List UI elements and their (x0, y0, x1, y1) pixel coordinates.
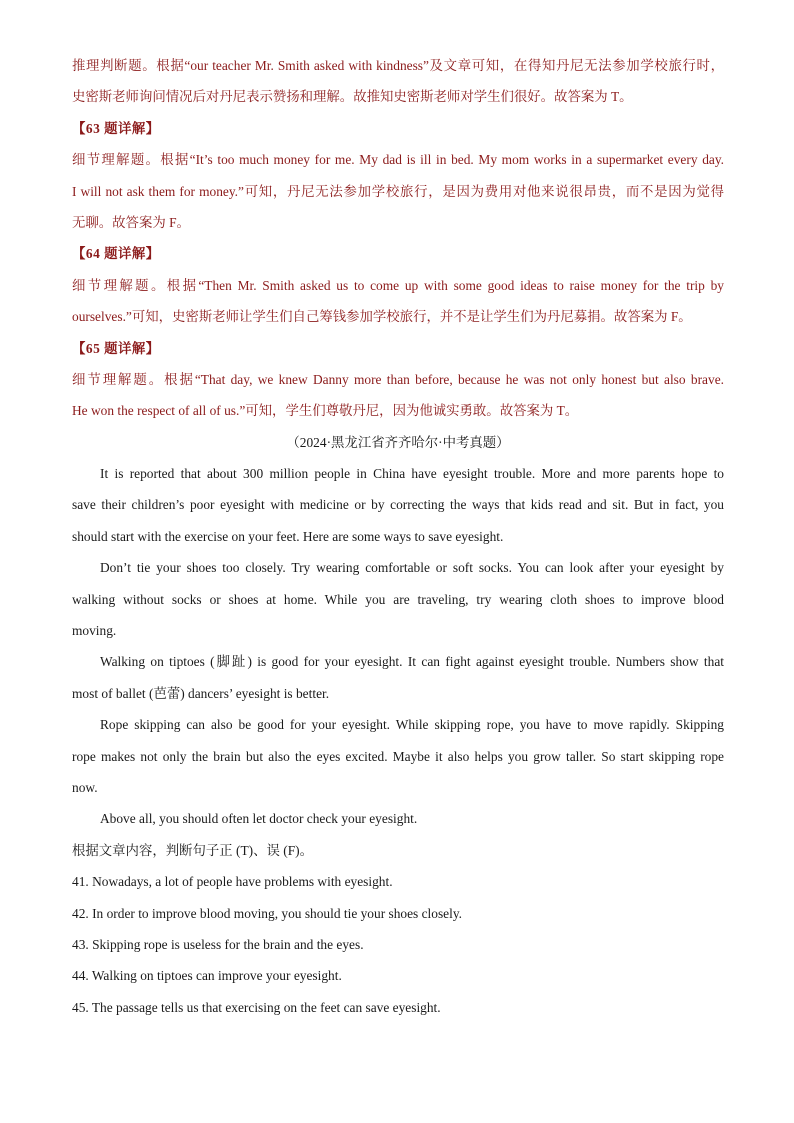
passage-p1-line-3: should start with the exercise on your feet. Here are some ways to save eyesight. (72, 528, 504, 544)
source-line: （2024·黑龙江省齐齐哈尔·中考真题） (286, 434, 510, 450)
passage-p3-line-1: Walking on tiptoes (脚趾) is good for your eyesight. It can fight against eyesight trouble. Numbers show that (100, 654, 724, 670)
solution-65-line-2: He won the respect of all of us.”可知，学生们尊敬丹尼，因为他诚实勇敢。故答案为 T。 (72, 403, 579, 419)
passage-p4-line-3: now. (72, 779, 98, 795)
solution-63-line-2: I will not ask them for money.”可知，丹尼无法参加学校旅行，是因为费用对他来说很昂贵，而不是因为觉得 (72, 183, 724, 199)
passage-p2-line-3: moving. (72, 623, 117, 639)
passage-p2-line-1: Don’t tie your shoes too closely. Try wearing comfortable or soft socks. You can look after your eyesight by (100, 560, 724, 576)
passage-p5-line-1: Above all, you should often let doctor check your eyesight. (100, 811, 418, 827)
solution-64-line-2: ourselves.”可知，史密斯老师让学生们自己筹钱参加学校旅行，并不是让学生们为丹尼募捐。故答案为 F。 (72, 309, 692, 325)
question-42: 42. In order to improve blood moving, you should tie your shoes closely. (72, 905, 463, 921)
question-43: 43. Skipping rope is useless for the brain and the eyes. (72, 936, 364, 952)
question-45: 45. The passage tells us that exercising on the feet can save eyesight. (72, 999, 441, 1015)
solution-63-line-3: 无聊。故答案为 F。 (72, 214, 190, 230)
solution-62-line-2: 史密斯老师询问情况后对丹尼表示赞扬和理解。故推知史密斯老师对学生们很好。故答案为 T。 (72, 89, 633, 105)
passage-p4-line-2: rope makes not only the brain but also the eyes excited. Maybe it also helps you grow taller. So start skipping rope (72, 748, 724, 764)
solution-63-line-1: 细节理解题。根据“It’s too much money for me. My dad is ill in bed. My mom works in a supermarket every day. (72, 152, 724, 168)
passage-p3-line-2: most of ballet (芭蕾) dancers’ eyesight is better. (72, 685, 330, 701)
passage-p2-line-2: walking without socks or shoes at home. While you are traveling, try wearing cloth shoes to improve blood (72, 591, 724, 607)
solution-64-heading: 【64 题详解】 (72, 246, 160, 262)
solution-65-heading: 【65 题详解】 (72, 340, 160, 356)
solution-64-line-1: 细节理解题。根据“Then Mr. Smith asked us to come up with some good ideas to raise money for the trip by (72, 277, 724, 293)
solution-63-heading: 【63 题详解】 (72, 120, 160, 136)
question-44: 44. Walking on tiptoes can improve your eyesight. (72, 968, 342, 984)
instruction: 根据文章内容，判断句子正 (T)、误 (F)。 (72, 842, 314, 858)
passage-p4-line-1: Rope skipping can also be good for your eyesight. While skipping rope, you have to move rapidly. Skipping (100, 717, 724, 733)
question-41: 41. Nowadays, a lot of people have problems with eyesight. (72, 874, 393, 890)
passage-p1-line-1: It is reported that about 300 million people in China have eyesight trouble. More and more parents hope to (100, 466, 724, 482)
solution-65-line-1: 细节理解题。根据“That day, we knew Danny more than before, because he was not only honest but also brave. (72, 371, 724, 387)
document-page (72, 54, 724, 1027)
solution-62-line-1: 推理判断题。根据“our teacher Mr. Smith asked with kindness”及文章可知，在得知丹尼无法参加学校旅行时， (72, 58, 724, 73)
passage-p1-line-2: save their children’s poor eyesight with medicine or by correcting the ways that kids read and sit. But in fact, you (72, 497, 724, 513)
